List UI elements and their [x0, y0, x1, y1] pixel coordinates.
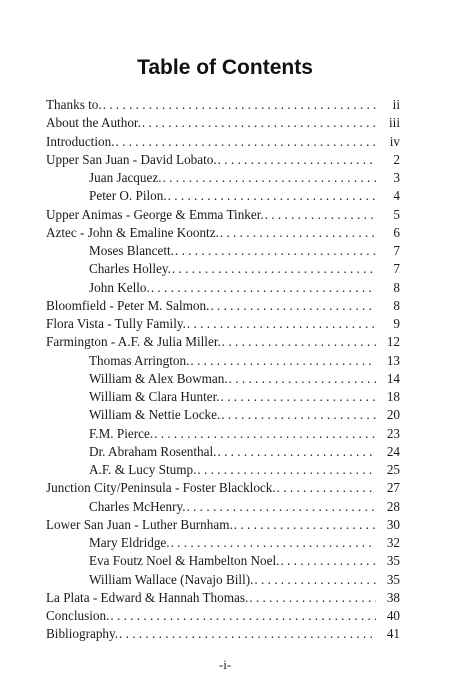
toc-entry-page-number: 24: [386, 443, 400, 459]
toc-entry-title: Charles Holley.: [89, 261, 171, 277]
dot-leader: [264, 206, 376, 224]
page-number-footer: -i-: [218, 657, 232, 672]
dot-leader: [248, 589, 376, 607]
toc-entry: [46, 133, 400, 151]
toc-entry-title: Thanks to.: [46, 97, 102, 112]
toc-entry-title: Flora Vista - Tully Family.: [46, 316, 186, 331]
toc-entry-page-number: 8: [393, 279, 400, 295]
toc-entry-page-number: 20: [386, 407, 400, 423]
toc-entry-page-number: 4: [393, 188, 400, 204]
toc-entry-title: Upper Animas - George & Emma Tinker.: [46, 206, 264, 222]
toc-entry: [46, 187, 400, 205]
dot-leader: [276, 479, 376, 497]
table-of-contents: [46, 96, 400, 644]
toc-entry-page-number: 7: [393, 243, 400, 258]
toc-entry-page-number: 3: [393, 170, 400, 185]
toc-entry-title: Eva Foutz Noel & Hambelton Noel.: [89, 553, 280, 569]
dot-leader: [174, 242, 376, 260]
dot-leader: [102, 96, 376, 114]
dot-leader: [217, 151, 376, 169]
toc-entry-title: A.F. & Lucy Stump.: [89, 462, 197, 477]
dot-leader: [167, 187, 376, 205]
dot-leader: [221, 333, 376, 351]
dot-leader: [162, 169, 377, 187]
toc-entry-title: Dr. Abraham Rosenthal.: [89, 443, 217, 459]
toc-entry-page-number: 23: [386, 425, 400, 441]
toc-entry-page-number: 32: [386, 535, 400, 550]
toc-entry: [46, 297, 400, 315]
toc-entry-title: Mary Eldridge.: [89, 535, 170, 550]
toc-entry: [46, 224, 400, 242]
toc-entry: [46, 315, 400, 333]
dot-leader: [141, 114, 376, 132]
toc-entry-page-number: 14: [386, 370, 400, 386]
toc-entry-title: Juan Jacquez.: [89, 170, 162, 185]
page-title: Table of Contents: [137, 56, 313, 79]
dot-leader: [196, 461, 376, 479]
toc-entry: [46, 516, 400, 534]
toc-entry-title: John Kello.: [89, 279, 150, 295]
toc-entry-page-number: iv: [389, 133, 400, 149]
toc-entry-page-number: 7: [393, 261, 400, 277]
toc-entry-page-number: 30: [386, 516, 400, 532]
dot-leader: [150, 279, 376, 297]
toc-entry-title: Junction City/Peninsula - Foster Blacklock.: [46, 480, 276, 496]
toc-entry-title: Farmington - A.F. & Julia Miller.: [46, 334, 221, 350]
dot-leader: [153, 425, 376, 443]
dot-leader: [233, 516, 376, 534]
toc-entry-title: Bibliography.: [46, 626, 119, 642]
toc-entry-page-number: 2: [393, 151, 400, 167]
toc-entry: [46, 589, 400, 607]
toc-entry: [46, 479, 400, 497]
toc-entry-page-number: 6: [393, 224, 400, 240]
toc-entry: [46, 169, 400, 187]
toc-entry-title: La Plata - Edward & Hannah Thomas.: [46, 589, 249, 605]
toc-entry: [46, 388, 400, 406]
toc-entry: [46, 406, 400, 424]
toc-entry-title: William & Nettie Locke.: [89, 407, 221, 423]
toc-entry-page-number: ii: [392, 97, 400, 112]
toc-entry-page-number: 41: [386, 626, 400, 642]
toc-entry: [46, 260, 400, 278]
toc-entry-title: Bloomfield - Peter M. Salmon.: [46, 297, 210, 313]
toc-entry: [46, 625, 400, 643]
toc-entry-title: About the Author.: [46, 115, 141, 131]
dot-leader: [228, 370, 376, 388]
dot-leader: [118, 625, 376, 643]
toc-entry-page-number: 9: [393, 316, 400, 331]
dot-leader: [220, 388, 376, 406]
toc-entry-title: Introduction.: [46, 133, 115, 149]
dot-leader: [253, 571, 376, 589]
toc-entry-page-number: 25: [386, 462, 400, 477]
toc-entry: [46, 96, 400, 114]
toc-entry-title: Lower San Juan - Luther Burnham.: [46, 516, 233, 532]
toc-entry-title: F.M. Pierce.: [89, 425, 154, 441]
dot-leader: [171, 260, 376, 278]
dot-leader: [186, 315, 376, 333]
toc-entry-title: William Wallace (Navajo Bill).: [89, 571, 254, 587]
toc-entry-page-number: 5: [393, 206, 400, 222]
toc-entry: [46, 206, 400, 224]
toc-entry: [46, 571, 400, 589]
toc-entry-title: Moses Blancett.: [89, 243, 174, 258]
dot-leader: [109, 607, 376, 625]
toc-entry: [46, 443, 400, 461]
toc-entry: [46, 352, 400, 370]
toc-entry: [46, 114, 400, 132]
toc-entry: [46, 370, 400, 388]
toc-entry-page-number: 35: [386, 571, 400, 587]
toc-entry: [46, 279, 400, 297]
toc-entry-page-number: 38: [386, 589, 400, 605]
toc-entry-page-number: 13: [386, 352, 400, 368]
toc-entry-title: Charles McHenry.: [89, 498, 186, 514]
dot-leader: [186, 498, 376, 516]
toc-entry: [46, 461, 400, 479]
toc-entry-title: Aztec - John & Emaline Koontz.: [46, 224, 219, 240]
toc-entry: [46, 242, 400, 260]
toc-entry: [46, 498, 400, 516]
toc-entry-title: Conclusion.: [46, 608, 110, 623]
dot-leader: [220, 406, 376, 424]
dot-leader: [219, 224, 376, 242]
toc-entry-title: Thomas Arrington.: [89, 352, 190, 368]
toc-entry-page-number: 27: [386, 480, 400, 496]
toc-entry-page-number: 28: [386, 498, 400, 514]
dot-leader: [209, 297, 376, 315]
toc-entry-page-number: 12: [386, 334, 400, 350]
toc-entry: [46, 607, 400, 625]
toc-entry-page-number: 40: [386, 608, 400, 623]
toc-entry-page-number: 18: [386, 389, 400, 404]
toc-entry-title: William & Alex Bowman.: [89, 370, 228, 386]
toc-entry-title: Upper San Juan - David Lobato.: [46, 151, 217, 167]
toc-entry: [46, 552, 400, 570]
dot-leader: [170, 534, 376, 552]
toc-entry-title: William & Clara Hunter.: [89, 389, 220, 404]
dot-leader: [115, 133, 377, 151]
dot-leader: [189, 352, 376, 370]
toc-entry-page-number: 35: [386, 553, 400, 569]
toc-entry: [46, 333, 400, 351]
toc-entry-page-number: 8: [393, 297, 400, 313]
dot-leader: [279, 552, 376, 570]
dot-leader: [216, 443, 376, 461]
toc-entry-page-number: iii: [389, 115, 400, 131]
toc-entry: [46, 151, 400, 169]
toc-entry: [46, 425, 400, 443]
toc-entry: [46, 534, 400, 552]
toc-entry-title: Peter O. Pilon.: [89, 188, 167, 204]
